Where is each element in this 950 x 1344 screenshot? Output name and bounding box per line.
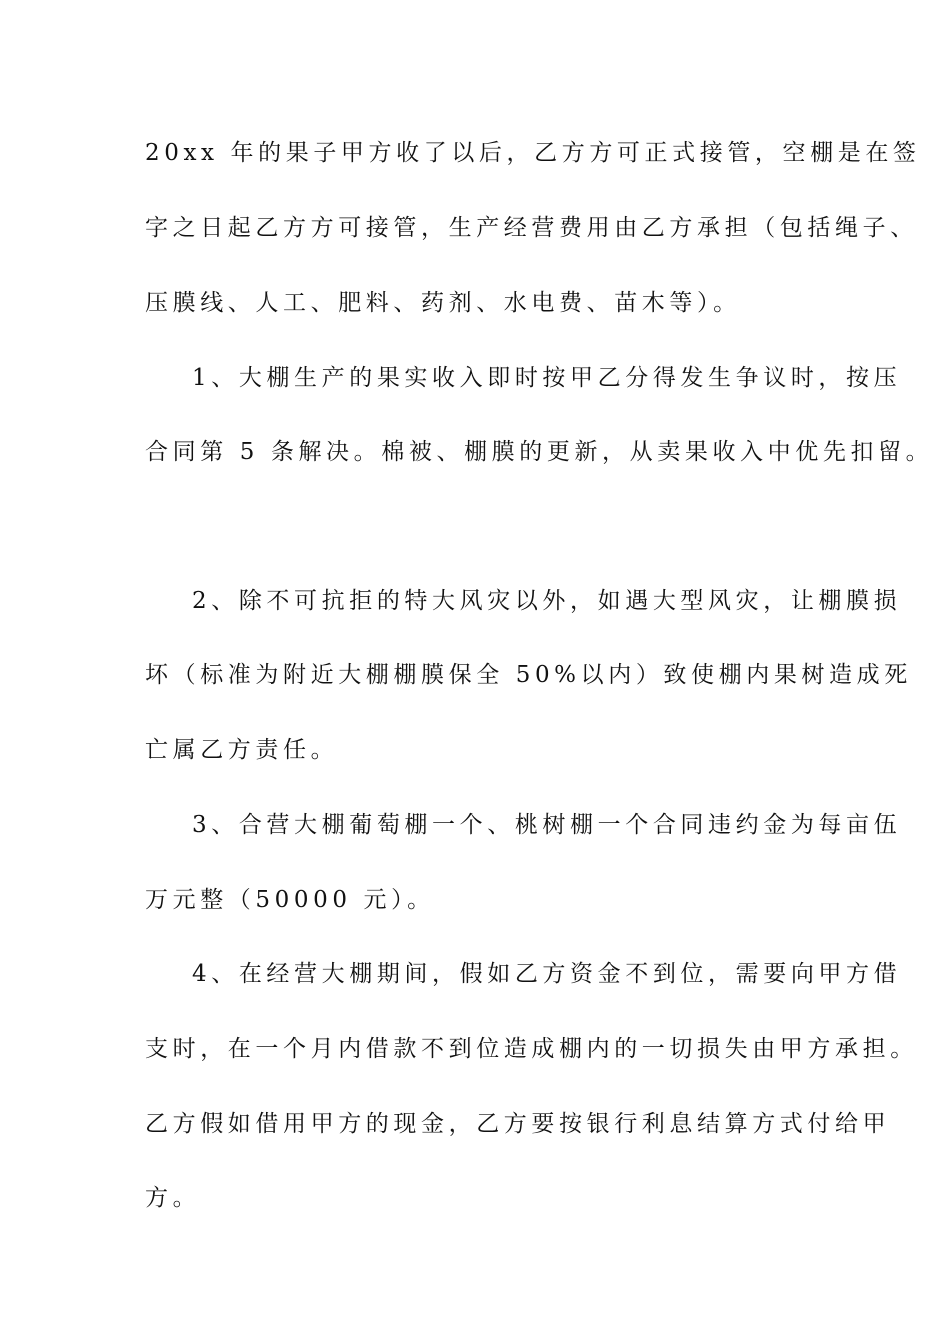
clause-2-line: 坏（标准为附近大棚棚膜保全 50%以内）致使棚内果树造成死 xyxy=(145,662,912,688)
clause-4-line: 方。 xyxy=(145,1185,201,1211)
clause-1-line: 1、大棚生产的果实收入即时按甲乙分得发生争议时，按压 xyxy=(192,365,902,391)
clause-2-line: 亡属乙方责任。 xyxy=(145,737,339,763)
clause-3-line: 3、合营大棚葡萄棚一个、桃树棚一个合同违约金为每亩伍 xyxy=(192,812,902,838)
clause-1-line: 合同第 5 条解决。棉被、棚膜的更新，从卖果收入中优先扣留。 xyxy=(145,439,934,465)
clause-4-line: 支时，在一个月内借款不到位造成棚内的一切损失由甲方承担。 xyxy=(145,1036,918,1062)
clause-4-line: 乙方假如借用甲方的现金，乙方要按银行利息结算方式付给甲 xyxy=(145,1111,891,1137)
clause-4-line: 4、在经营大棚期间，假如乙方资金不到位，需要向甲方借 xyxy=(192,961,902,987)
paragraph-line: 20xx 年的果子甲方收了以后，乙方方可正式接管，空棚是在签 xyxy=(145,140,921,166)
clause-3-line: 万元整（50000 元）。 xyxy=(145,887,435,913)
clause-2-line: 2、除不可抗拒的特大风灾以外，如遇大型风灾，让棚膜损 xyxy=(192,588,902,614)
paragraph-line: 压膜线、人工、肥料、药剂、水电费、苗木等）。 xyxy=(145,290,741,316)
paragraph-line: 字之日起乙方方可接管，生产经营费用由乙方承担（包括绳子、 xyxy=(145,215,918,241)
